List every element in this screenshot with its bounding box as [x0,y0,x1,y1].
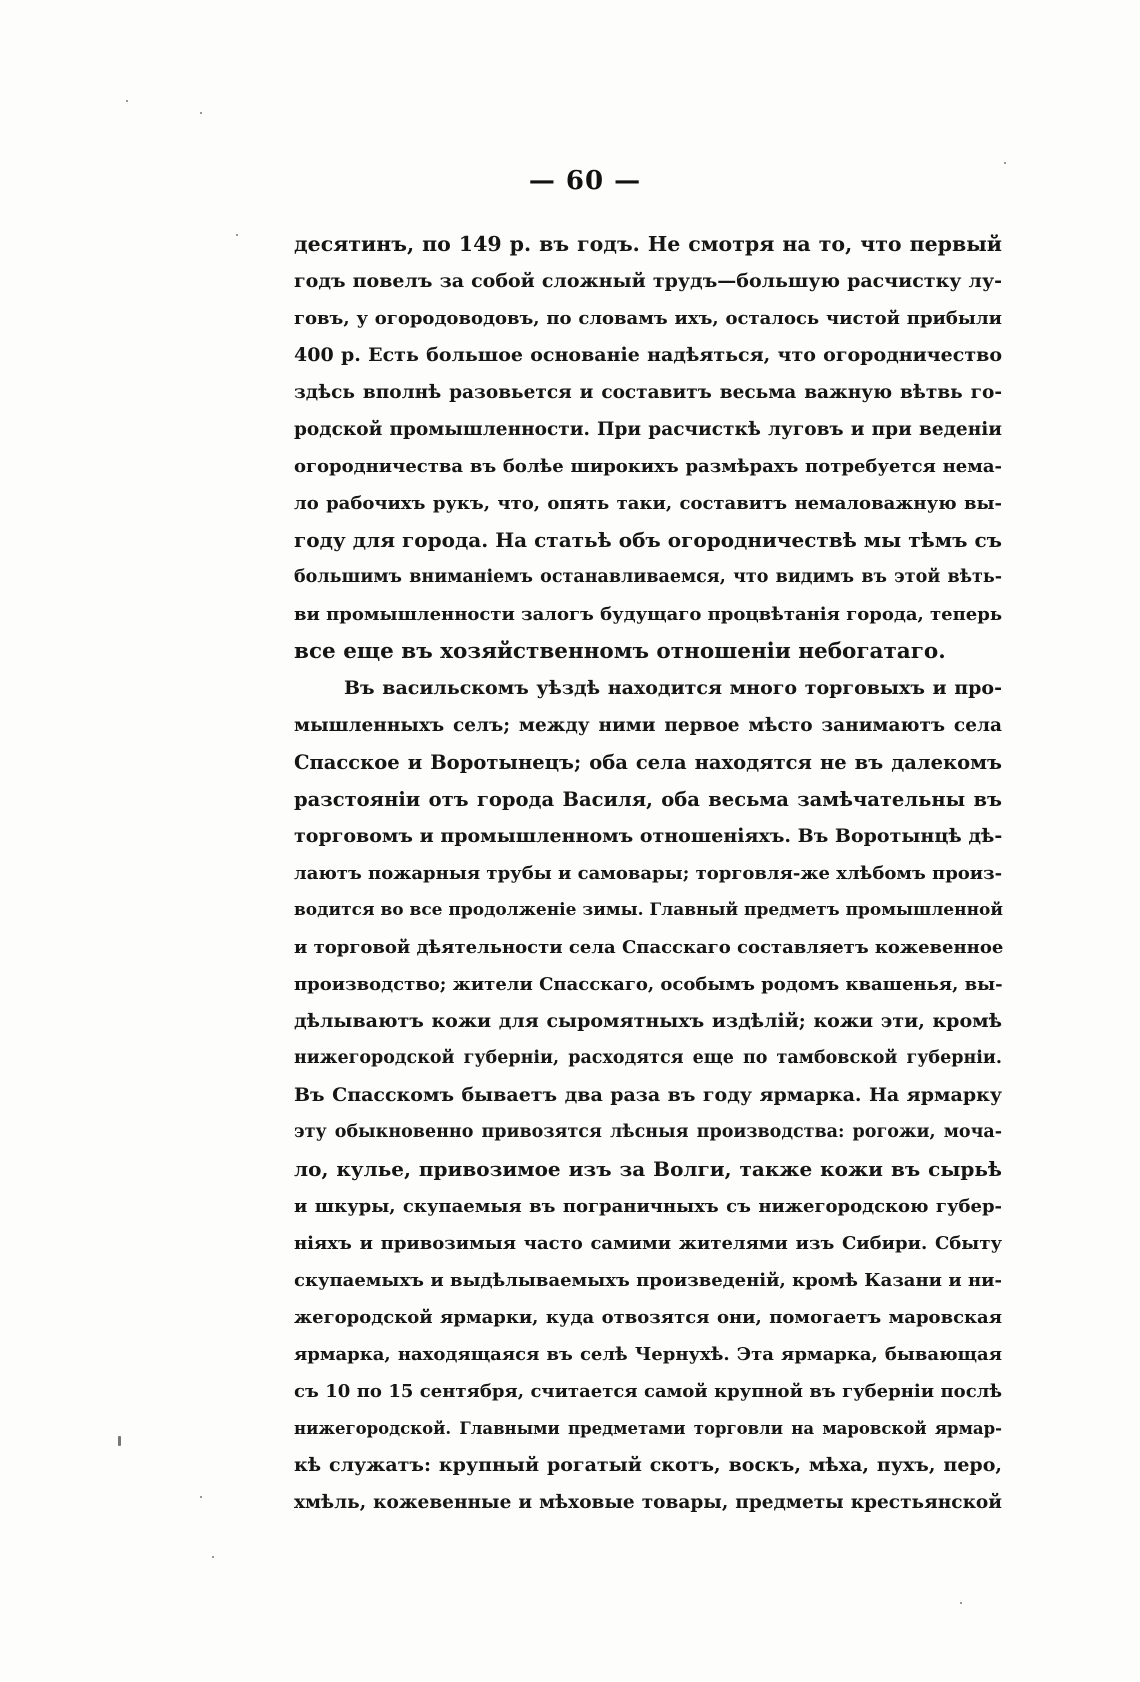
page-number: — 60 — [528,166,642,196]
scan-speck [1004,162,1006,164]
text-line: ви промышленности залогъ будущаго процвѣтанія города, теперь [294,604,1003,625]
text-line: Въ Спасскомъ бываетъ два раза въ году ярмарка. На ярмарку [294,1084,1002,1106]
text-line: кѣ служатъ: крупный рогатый скотъ, воскъ, мѣха, пухъ, перо, [294,1454,1002,1476]
scan-speck [236,234,238,236]
text-line: ло рабочихъ рукъ, что, опять таки, составитъ немаловажную вы- [294,493,1002,514]
scan-speck [200,1496,202,1498]
scan-speck [212,1556,214,1558]
paragraph-1 [294,226,1002,670]
text-line: ярмарка, находящаяся въ селѣ Чернухѣ. Эта ярмарка, бывающая [294,1344,1002,1365]
text-line: говъ, у огородоводовъ, по словамъ ихъ, осталось чистой прибыли [294,308,1002,329]
text-line: мышленныхъ селъ; между ними первое мѣсто занимаютъ села [294,715,1002,736]
text-line: и шкуры, скупаемыя въ пограничныхъ съ нижегородскою губер- [294,1196,1002,1217]
text-line: разстояніи отъ города Василя, оба весьма замѣчательны въ [294,788,1002,811]
text-line: огородничества въ болѣе широкихъ размѣрахъ потребуется нема- [294,456,1002,477]
paragraph-2 [294,670,1002,1521]
text-line: большимъ вниманіемъ останавливаемся, что видимъ въ этой вѣть- [294,567,1002,587]
body-text [294,226,1002,1521]
text-line: годъ повелъ за собой сложный трудъ—большую расчистку лу- [294,270,1002,292]
text-line: 400 р. Есть большое основаніе надѣяться, что огородничество [294,344,1002,366]
text-line: нижегородской. Главными предметами торговли на маровской ярмар- [294,1419,1002,1438]
text-line: здѣсь вполнѣ разовьется и составитъ весьма важную вѣтвь го- [294,382,1002,403]
text-line: производство; жители Спасскаго, особымъ родомъ квашенья, вы- [294,974,1003,995]
scan-speck [118,1436,121,1446]
scan-speck [960,1602,962,1604]
text-line: дѣлываютъ кожи для сыромятныхъ издѣлій; кожи эти, кромѣ [294,1010,1002,1032]
text-line: Спасское и Воротынецъ; оба села находятся не въ далекомъ [294,751,1002,774]
text-line: эту обыкновенно привозятся лѣсныя производства: рогожи, моча- [294,1122,1002,1142]
text-line: хмѣль, кожевенные и мѣховые товары, предметы крестьянской [294,1492,1002,1513]
text-line: десятинъ, по 149 р. въ годъ. Не смотря на то, что первый [294,232,1002,256]
text-line: торговомъ и промышленномъ отношеніяхъ. Въ Воротынцѣ дѣ- [294,825,1003,847]
text-line: году для города. На статьѣ объ огородничествѣ мы тѣмъ съ [294,528,1002,552]
text-line: все еще въ хозяйственномъ отношеніи небогатаго. [294,639,946,664]
text-line: и торговой дѣятельности села Спасскаго составляетъ кожевенное [294,937,1004,958]
text-line: нижегородской губерніи, расходятся еще по тамбовской губерніи. [294,1048,1002,1068]
scan-speck [126,100,128,102]
text-line: родской промышленности. При расчисткѣ луговъ и при веденіи [294,419,1002,440]
text-line: водится во все продолженіе зимы. Главный предметъ промышленной [294,900,1003,920]
text-line: ло, кулье, привозимое изъ за Волги, также кожи въ сырьѣ [294,1157,1002,1181]
text-line: ніяхъ и привозимыя часто самими жителями изъ Сибири. Сбыту [294,1233,1002,1254]
text-line: съ 10 по 15 сентября, считается самой крупной въ губерніи послѣ [294,1381,1002,1402]
text-line: лаютъ пожарныя трубы и самовары; торговля-же хлѣбомъ произ- [294,863,1003,884]
text-line: жегородской ярмарки, куда отвозятся они, помогаетъ маровская [294,1307,1002,1328]
text-line: Въ васильскомъ уѣздѣ находится много торговыхъ и про- [344,677,1002,699]
scan-speck [200,112,202,114]
text-line: скупаемыхъ и выдѣлываемыхъ произведеній, кромѣ Казани и ни- [294,1270,1002,1291]
